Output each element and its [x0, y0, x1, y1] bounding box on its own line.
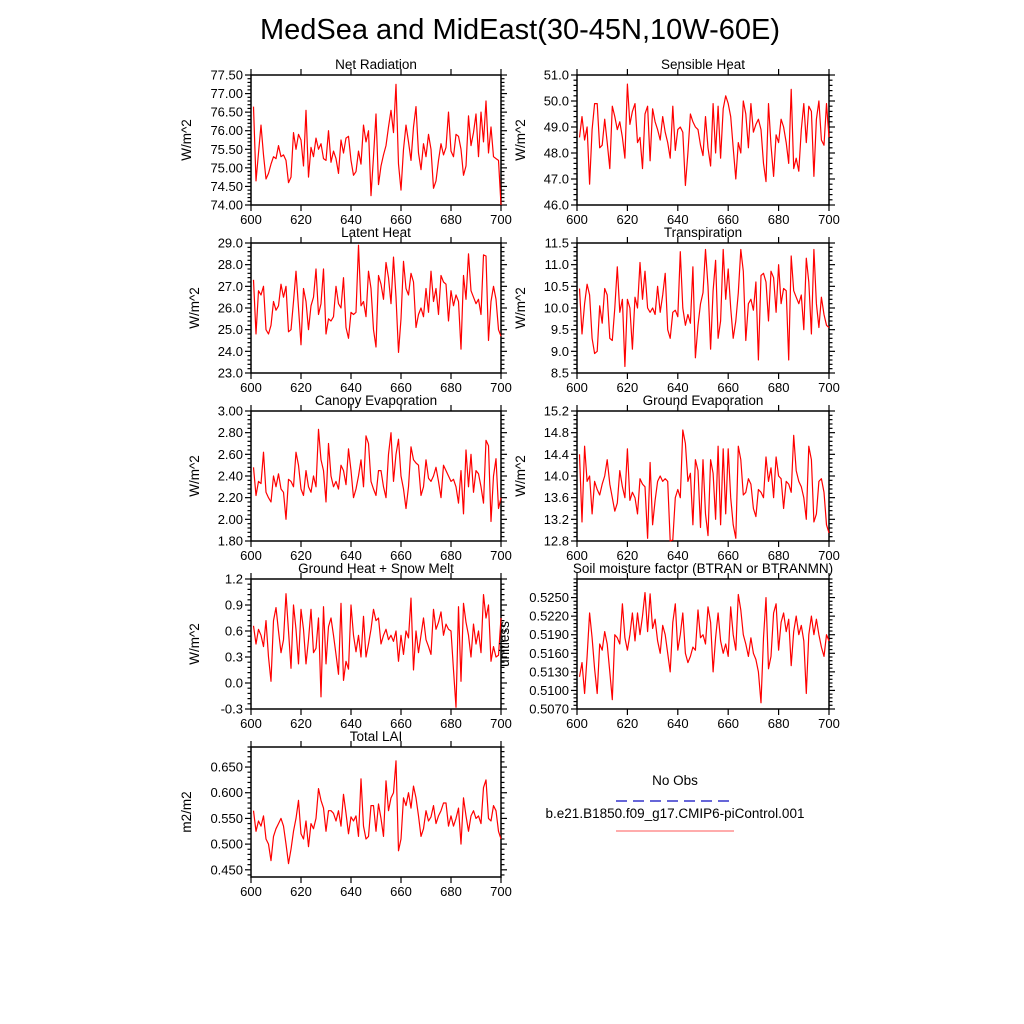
svg-text:660: 660 — [390, 716, 412, 731]
svg-text:620: 620 — [290, 212, 312, 227]
svg-text:0.5160: 0.5160 — [529, 645, 569, 661]
svg-text:660: 660 — [717, 548, 740, 563]
series-line-ground-evaporation — [580, 430, 830, 541]
svg-text:29.0: 29.0 — [217, 235, 243, 251]
svg-text:680: 680 — [767, 548, 790, 563]
svg-text:620: 620 — [290, 548, 312, 563]
page-title: MedSea and MidEast(30-45N,10W-60E) — [259, 14, 781, 46]
chart-panel-ground-heat-snow-melt — [187, 561, 512, 731]
legend-model-label: b.e21.B1850.f09_g17.CMIP6-piControl.001 — [545, 806, 805, 821]
svg-text:0.5190: 0.5190 — [529, 627, 569, 643]
svg-text:m2/m2: m2/m2 — [179, 791, 194, 833]
svg-text:15.2: 15.2 — [543, 403, 569, 419]
svg-text:-0.3: -0.3 — [220, 701, 243, 717]
svg-text:600: 600 — [566, 212, 588, 227]
svg-text:640: 640 — [340, 716, 362, 731]
svg-text:680: 680 — [767, 380, 790, 395]
svg-text:0.5220: 0.5220 — [529, 608, 569, 624]
svg-text:10.5: 10.5 — [543, 278, 569, 294]
svg-text:0.5100: 0.5100 — [529, 682, 569, 698]
svg-text:640: 640 — [666, 548, 689, 563]
svg-text:660: 660 — [390, 884, 412, 899]
svg-text:600: 600 — [240, 212, 262, 227]
chart-panel-transpiration — [513, 225, 840, 395]
svg-text:0.600: 0.600 — [210, 785, 243, 801]
svg-text:640: 640 — [340, 884, 362, 899]
svg-text:0.0: 0.0 — [224, 675, 243, 691]
svg-text:10.0: 10.0 — [543, 300, 569, 316]
svg-text:76.50: 76.50 — [210, 104, 243, 120]
svg-text:700: 700 — [490, 548, 512, 563]
svg-text:600: 600 — [566, 716, 588, 731]
svg-text:9.5: 9.5 — [550, 322, 569, 338]
svg-text:620: 620 — [290, 884, 312, 899]
series-line-sensible-heat — [580, 84, 830, 185]
svg-text:680: 680 — [440, 212, 462, 227]
chart-panel-canopy-evaporation — [187, 393, 512, 563]
chart-panel-net-radiation — [179, 57, 512, 227]
svg-text:11.5: 11.5 — [544, 235, 569, 251]
svg-text:50.0: 50.0 — [543, 93, 569, 109]
svg-text:2.20: 2.20 — [217, 490, 243, 506]
svg-text:76.00: 76.00 — [210, 123, 243, 139]
svg-text:0.5130: 0.5130 — [529, 664, 569, 680]
svg-text:700: 700 — [490, 884, 512, 899]
svg-text:23.0: 23.0 — [217, 365, 243, 381]
svg-text:700: 700 — [490, 212, 512, 227]
svg-text:77.50: 77.50 — [210, 67, 243, 83]
svg-text:600: 600 — [240, 380, 262, 395]
series-line-canopy-evaporation — [254, 429, 502, 521]
svg-text:0.550: 0.550 — [210, 810, 243, 826]
svg-text:680: 680 — [440, 380, 462, 395]
svg-text:3.00: 3.00 — [217, 403, 243, 419]
svg-text:27.0: 27.0 — [217, 278, 243, 294]
svg-text:0.450: 0.450 — [210, 862, 243, 878]
svg-text:25.0: 25.0 — [217, 322, 243, 338]
svg-text:Sensible Heat: Sensible Heat — [660, 57, 746, 72]
svg-text:26.0: 26.0 — [217, 300, 243, 316]
svg-text:1.80: 1.80 — [217, 533, 243, 549]
svg-text:74.00: 74.00 — [210, 197, 243, 213]
svg-text:660: 660 — [717, 380, 740, 395]
svg-text:2.80: 2.80 — [217, 425, 243, 441]
svg-text:11.0: 11.0 — [544, 257, 569, 273]
svg-text:620: 620 — [616, 716, 639, 731]
svg-text:0.5250: 0.5250 — [529, 590, 569, 606]
svg-text:Ground Heat + Snow Melt: Ground Heat + Snow Melt — [298, 561, 454, 576]
chart-panel-sensible-heat — [513, 57, 840, 227]
svg-text:28.0: 28.0 — [217, 257, 243, 273]
svg-text:2.40: 2.40 — [217, 468, 243, 484]
svg-text:75.00: 75.00 — [210, 160, 243, 176]
legend-noobs-label: No Obs — [652, 773, 698, 788]
svg-text:620: 620 — [616, 212, 639, 227]
svg-text:74.50: 74.50 — [210, 178, 243, 194]
svg-text:600: 600 — [240, 548, 262, 563]
svg-text:14.4: 14.4 — [543, 446, 569, 462]
chart-panel-soil-moisture-factor — [497, 561, 840, 731]
svg-text:640: 640 — [340, 548, 362, 563]
svg-text:Canopy Evaporation: Canopy Evaporation — [314, 393, 438, 408]
svg-text:W/m^2: W/m^2 — [513, 287, 528, 329]
svg-text:660: 660 — [717, 212, 740, 227]
svg-text:660: 660 — [390, 380, 412, 395]
svg-text:12.8: 12.8 — [543, 533, 569, 549]
svg-text:48.0: 48.0 — [543, 145, 569, 161]
svg-text:680: 680 — [767, 212, 790, 227]
svg-text:680: 680 — [767, 716, 790, 731]
svg-text:Total LAI: Total LAI — [349, 729, 403, 744]
svg-text:Transpiration: Transpiration — [663, 225, 743, 240]
svg-text:0.3: 0.3 — [224, 649, 243, 665]
svg-text:W/m^2: W/m^2 — [187, 623, 202, 665]
svg-text:700: 700 — [490, 716, 512, 731]
svg-text:700: 700 — [490, 380, 512, 395]
svg-text:0.5070: 0.5070 — [529, 701, 569, 717]
svg-text:620: 620 — [616, 380, 639, 395]
svg-text:680: 680 — [440, 548, 462, 563]
svg-text:0.650: 0.650 — [210, 759, 243, 775]
svg-text:14.8: 14.8 — [543, 425, 569, 441]
series-line-soil-moisture-factor — [580, 593, 830, 703]
series-line-ground-heat-snow-melt — [254, 594, 502, 708]
svg-text:W/m^2: W/m^2 — [179, 119, 194, 161]
svg-text:0.500: 0.500 — [210, 836, 243, 852]
svg-text:640: 640 — [666, 716, 689, 731]
svg-text:600: 600 — [566, 380, 588, 395]
svg-text:660: 660 — [390, 548, 412, 563]
svg-text:600: 600 — [240, 716, 262, 731]
svg-text:Latent Heat: Latent Heat — [341, 225, 411, 240]
svg-text:13.6: 13.6 — [543, 490, 569, 506]
svg-text:14.0: 14.0 — [543, 468, 569, 484]
svg-text:2.60: 2.60 — [217, 446, 243, 462]
chart-panel-ground-evaporation — [513, 393, 840, 563]
svg-text:W/m^2: W/m^2 — [187, 287, 202, 329]
svg-text:2.00: 2.00 — [217, 511, 243, 527]
svg-text:77.00: 77.00 — [210, 86, 243, 102]
svg-text:620: 620 — [616, 548, 639, 563]
svg-text:W/m^2: W/m^2 — [513, 455, 528, 497]
svg-text:640: 640 — [666, 380, 689, 395]
svg-text:unitless: unitless — [497, 621, 512, 667]
svg-text:700: 700 — [818, 716, 840, 731]
svg-text:49.0: 49.0 — [543, 119, 569, 135]
svg-text:W/m^2: W/m^2 — [187, 455, 202, 497]
svg-text:640: 640 — [666, 212, 689, 227]
svg-text:24.0: 24.0 — [217, 343, 243, 359]
svg-text:Soil moisture factor (BTRAN or: Soil moisture factor (BTRAN or BTRANMN) — [572, 561, 834, 576]
svg-text:700: 700 — [818, 548, 840, 563]
series-line-transpiration — [580, 250, 830, 367]
svg-text:8.5: 8.5 — [550, 365, 569, 381]
svg-text:640: 640 — [340, 380, 362, 395]
chart-panel-total-lai — [179, 729, 512, 899]
svg-text:W/m^2: W/m^2 — [513, 119, 528, 161]
svg-text:680: 680 — [440, 716, 462, 731]
svg-text:660: 660 — [390, 212, 412, 227]
series-line-net-radiation — [254, 84, 502, 205]
chart-panel-latent-heat — [187, 225, 512, 395]
svg-text:13.2: 13.2 — [543, 511, 569, 527]
svg-text:0.9: 0.9 — [224, 597, 243, 613]
svg-text:Net Radiation: Net Radiation — [335, 57, 417, 72]
svg-text:700: 700 — [818, 212, 840, 227]
series-line-latent-heat — [254, 245, 502, 352]
svg-text:47.0: 47.0 — [543, 171, 569, 187]
svg-text:Ground Evaporation: Ground Evaporation — [642, 393, 764, 408]
svg-text:620: 620 — [290, 716, 312, 731]
svg-text:0.6: 0.6 — [224, 623, 243, 639]
svg-text:600: 600 — [240, 884, 262, 899]
svg-text:600: 600 — [566, 548, 588, 563]
svg-text:620: 620 — [290, 380, 312, 395]
svg-text:640: 640 — [340, 212, 362, 227]
svg-text:46.0: 46.0 — [543, 197, 569, 213]
series-line-total-lai — [254, 761, 502, 864]
svg-text:660: 660 — [717, 716, 740, 731]
svg-text:75.50: 75.50 — [210, 141, 243, 157]
svg-text:9.0: 9.0 — [550, 343, 569, 359]
svg-text:680: 680 — [440, 884, 462, 899]
svg-text:700: 700 — [818, 380, 840, 395]
svg-text:51.0: 51.0 — [543, 67, 569, 83]
svg-text:1.2: 1.2 — [224, 571, 243, 587]
